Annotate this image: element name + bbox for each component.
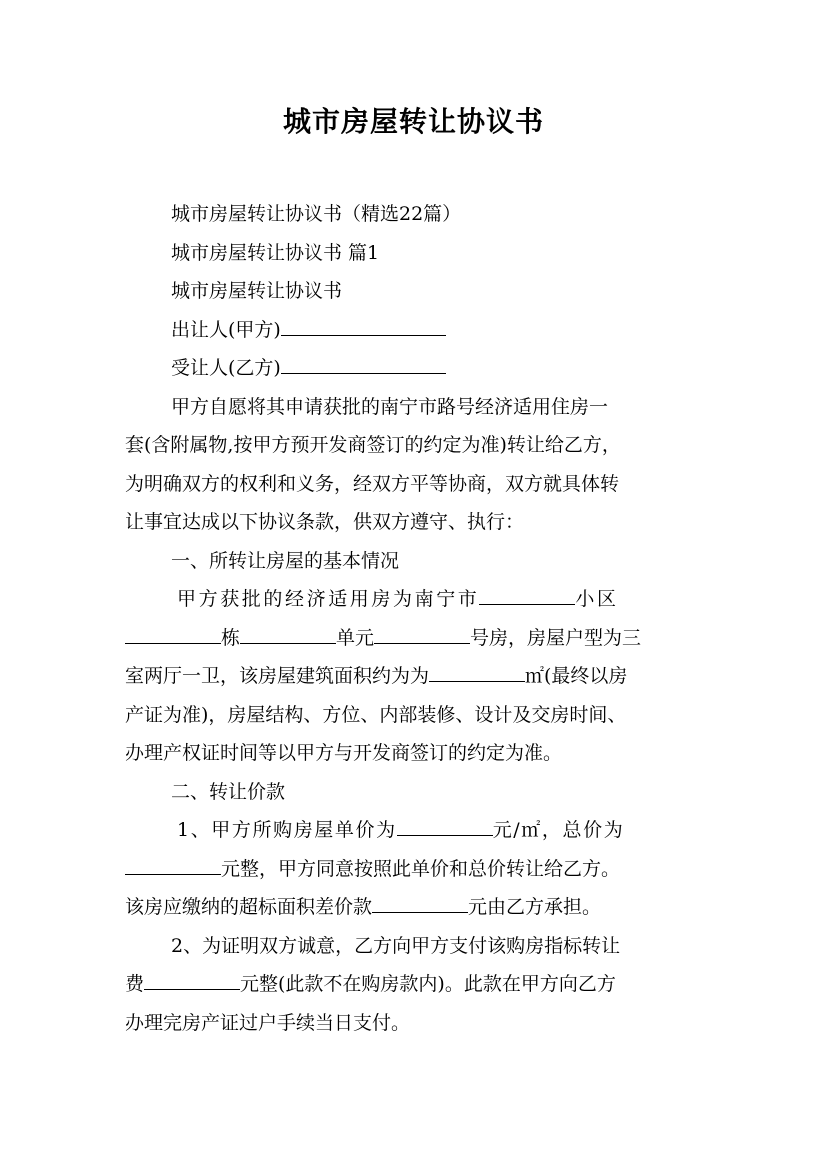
section1-text: 甲方获批的经济适用房为南宁市 xyxy=(177,588,480,610)
section1-line xyxy=(125,619,705,658)
room-blank xyxy=(374,624,470,644)
intro-paragraph-line: 让事宜达成以下协议条款，供双方遵守、执行： xyxy=(125,511,525,533)
section2-text: 元由乙方承担。 xyxy=(468,896,602,918)
section1-line xyxy=(125,657,705,696)
section2-line xyxy=(125,965,705,1004)
area-blank xyxy=(429,662,525,682)
party-b-blank xyxy=(281,354,446,374)
section2-text: 1、甲方所购房屋单价为 xyxy=(177,819,397,841)
intro-paragraph-line: 甲方自愿将其申请获批的南宁市路号经济适用住房一 xyxy=(171,395,609,418)
section2-line xyxy=(125,811,705,850)
transfer-fee-blank xyxy=(144,970,240,990)
unit-blank xyxy=(240,624,336,644)
agreement-name-line: 城市房屋转让协议书 xyxy=(171,280,343,302)
section1-text: ㎡(最终以房 xyxy=(525,665,628,687)
section1-heading: 一、所转让房屋的基本情况 xyxy=(171,549,400,572)
section2-text: 费 xyxy=(125,973,145,995)
party-a-line xyxy=(125,311,705,350)
section2-text: 元/㎡，总价为 xyxy=(492,819,625,841)
excess-area-blank xyxy=(372,893,468,913)
document-title: 城市房屋转让协议书 xyxy=(282,105,544,138)
subtitle-line: 城市房屋转让协议书（精选22篇） xyxy=(171,203,462,225)
section1-line: 办理产权证时间等以甲方与开发商签订的约定为准。 xyxy=(125,742,563,764)
section2-text: 元整，甲方同意按照此单价和总价转让给乙方。 xyxy=(221,857,621,880)
section2-line: 办理完房产证过户手续当日支付。 xyxy=(125,1011,411,1034)
party-b-label: 受让人(乙方) xyxy=(171,357,281,379)
section1-line xyxy=(125,580,705,619)
section1-text: 号房，房屋户型为三 xyxy=(470,626,642,649)
party-a-label: 出让人(甲方) xyxy=(171,318,281,341)
section-heading-line: 城市房屋转让协议书 篇1 xyxy=(171,241,380,264)
total-price-blank xyxy=(125,855,221,875)
section2-line xyxy=(125,888,705,927)
document-body xyxy=(125,195,705,1042)
section1-text: 单元 xyxy=(336,626,375,649)
unit-price-blank xyxy=(397,816,493,836)
section2-heading: 二、转让价款 xyxy=(171,780,286,803)
party-b-line xyxy=(125,349,705,388)
section2-text: 该房应缴纳的超标面积差价款 xyxy=(125,896,373,918)
section1-line: 产证为准)，房屋结构、方位、内部装修、设计及交房时间、 xyxy=(125,703,627,726)
building-blank xyxy=(125,624,221,644)
city-blank xyxy=(479,585,575,605)
section1-text: 小区 xyxy=(575,588,619,610)
section2-text: 元整(此款不在购房款内)。此款在甲方向乙方 xyxy=(240,973,616,995)
intro-paragraph-line: 为明确双方的权利和义务，经双方平等协商，双方就具体转 xyxy=(125,472,620,495)
section2-line xyxy=(125,850,705,889)
party-a-blank xyxy=(281,316,446,336)
section1-text: 栋 xyxy=(221,626,241,649)
section2-line: 2、为证明双方诚意，乙方向甲方支付该购房指标转让 xyxy=(171,934,621,957)
intro-paragraph-line: 套(含附属物,按甲方预开发商签订的约定为准)转让给乙方， xyxy=(125,434,621,456)
section1-text: 室两厅一卫，该房屋建筑面积约为为 xyxy=(125,665,430,687)
